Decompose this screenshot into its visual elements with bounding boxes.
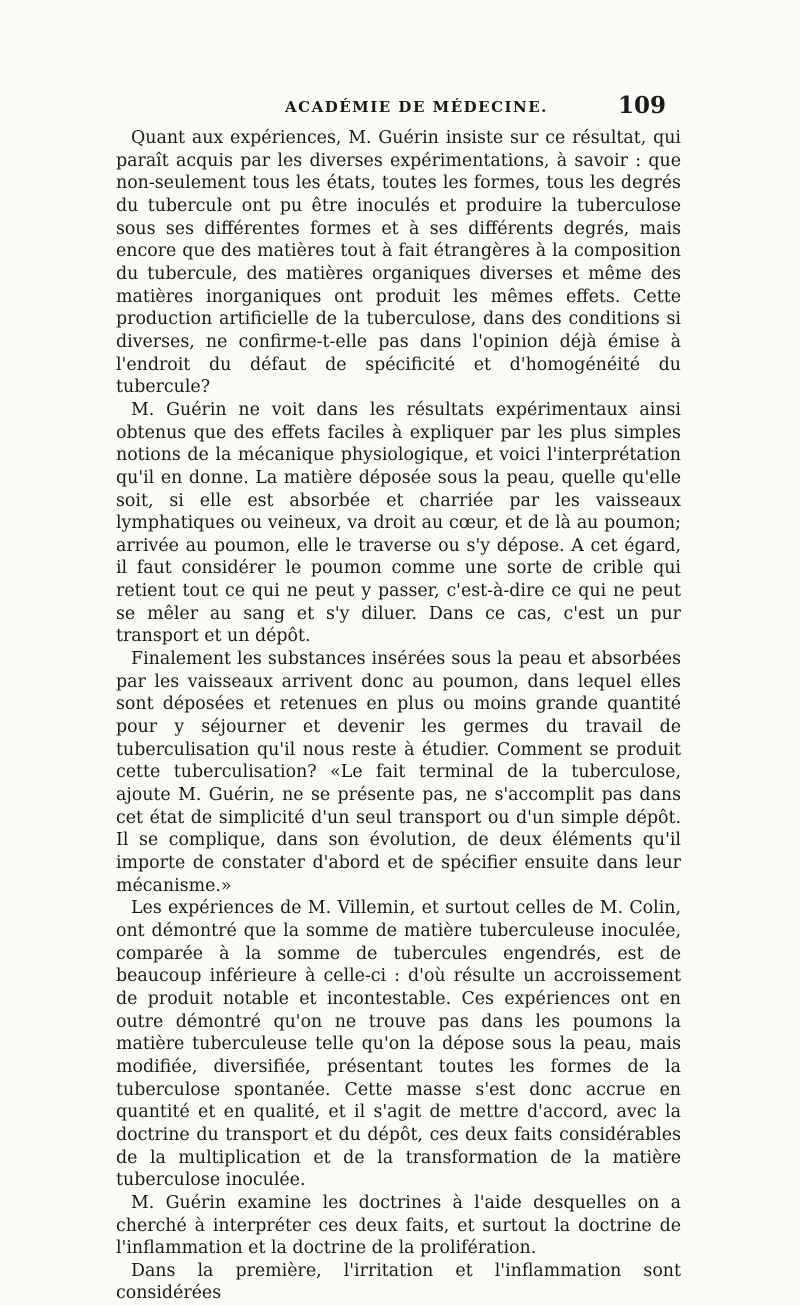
page-number: 109 [618, 92, 667, 119]
paragraph-substances: Finalement les substances insérées sous la peau et absorbées par les vaisseaux arrivent donc au poumon, dans lequel elles sont déposées et retenues en plus ou moins grande quantité pour y séjourner et devenir les germes du travail de tuberculisation qu'il nous reste à étudier. Comment se produit cette tuberculisation? «Le fait terminal de la tuberculose, ajoute M. Guérin, ne se présente pas, ne s'accomplit pas dans cet état de simplicité d'un seul transport ou d'un simple dépôt. Il se complique, dans son évolution, de deux éléments qu'il importe de constater d'abord et de spécifier ensuite dans leur mécanisme.» [116, 649, 681, 896]
paragraph-doctrines: M. Guérin examine les doctrines à l'aide desquelles on a cherché à interpréter ces deux faits, et surtout la doctrine de l'inflammation et la doctrine de la prolifération. [116, 1192, 681, 1259]
paragraph-first-doctrine: Dans la première, l'irritation et l'inflammation sont considérées [116, 1260, 681, 1304]
body-text [116, 127, 681, 1305]
paragraph-interpretation: M. Guérin ne voit dans les résultats expérimentaux ainsi obtenus que des effets faciles à expliquer par les plus simples notions de la mécanique physiologique, et voici l'interprétation qu'il en donne. La matière déposée sous la peau, quelle qu'elle soit, si elle est absorbée et charriée par les vaisseaux lymphatiques ou veineux, va droit au cœur, et de là au poumon; arrivée au poumon, elle le traverse ou s'y dépose. A cet égard, il faut considérer le poumon comme une sorte de crible qui retient tout ce qui ne peut y passer, c'est-à-dire ce qui ne peut se mêler au sang et s'y diluer. Dans ce cas, c'est un pur transport et un dépôt. [116, 399, 681, 647]
running-head [0, 92, 800, 122]
paragraph-villemin-colin: Les expériences de M. Villemin, et surtout celles de M. Colin, ont démontré que la somme de matière tuberculeuse inoculée, comparée à la somme de tubercules engendrés, est de beaucoup inférieure à celle-ci : d'où résulte un accroissement de produit notable et incontestable. Ces expériences ont en outre démontré qu'on ne trouve pas dans les poumons la matière tuberculeuse telle qu'on la dépose sous la peau, mais modifiée, diversifiée, présentant toutes les formes de la tuberculose spontanée. Cette masse s'est donc accrue en quantité et en qualité, et il s'agit de mettre d'accord, avec la doctrine du transport et du dépôt, ces deux faits considérables de la multiplication et de la transformation de la matière tuberculose inoculée. [116, 898, 681, 1191]
paragraph-experiments: Quant aux expériences, M. Guérin insiste sur ce résultat, qui paraît acquis par les diverses expérimentations, à savoir : que non-seulement tous les états, toutes les formes, tous les degrés du tubercule ont pu être inoculés et produire la tuberculose sous ses différentes formes et à ses différents degrés, mais encore que des matières tout à fait étrangères à la composition du tubercule, des matières organiques diverses et même des matières inorganiques ont produit les mêmes effets. Cette production artificielle de la tuberculose, dans des conditions si diverses, ne confirme-t-elle pas dans l'opinion déjà émise à l'endroit du défaut de spécificité et d'homogénéité du tubercule? [116, 128, 681, 398]
running-title: ACADÉMIE DE MÉDECINE. [285, 98, 548, 116]
